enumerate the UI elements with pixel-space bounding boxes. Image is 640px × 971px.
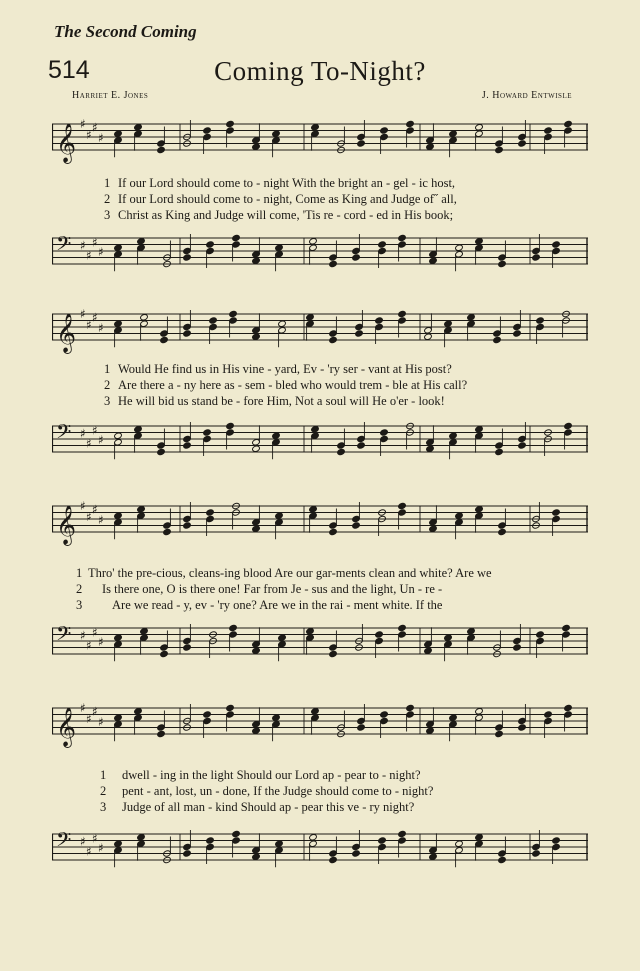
sharp-icon: ♯ [80, 499, 86, 513]
note-head [309, 834, 318, 841]
lyric-text: Are there a - ny here as - sem - bled who would trem - ble at His call? [118, 378, 468, 392]
note-head [337, 448, 346, 455]
note-head [444, 634, 453, 641]
note-head [552, 837, 561, 844]
note-head [444, 320, 453, 327]
note-head [275, 840, 284, 847]
note-head [134, 426, 143, 433]
note-head [309, 506, 318, 513]
note-head [114, 714, 123, 721]
sharp-icon: ♯ [86, 638, 92, 653]
lyric-text: Would He find us in His vine - yard, Ev - 'ry ser - vant at His post? [118, 362, 452, 376]
note-head [544, 711, 553, 718]
note-head [380, 127, 389, 134]
note-head [183, 522, 192, 529]
note-head [209, 317, 218, 324]
verse-number: 3 [100, 800, 107, 814]
treble-clef-icon: 𝄞 [56, 707, 77, 747]
note-head [429, 257, 438, 264]
note-head [378, 241, 387, 248]
sharp-icon: ♯ [98, 513, 104, 527]
note-head [406, 704, 415, 711]
note-head [183, 254, 192, 261]
sharp-icon: ♯ [80, 701, 86, 715]
verse-number: 1 [100, 768, 107, 782]
note-head [352, 850, 361, 857]
note-head [449, 432, 458, 439]
sharp-icon: ♯ [98, 635, 104, 649]
sharp-icon: ♯ [98, 131, 104, 145]
sharp-icon: ♯ [80, 426, 86, 441]
sharp-icon: ♯ [80, 238, 86, 253]
note-head [378, 837, 387, 844]
treble-staff-1 [52, 112, 588, 172]
note-head [424, 647, 433, 654]
sharp-icon: ♯ [92, 120, 98, 135]
music-system-1 [52, 112, 588, 280]
note-head [475, 124, 484, 131]
note-head [475, 708, 484, 715]
note-head [229, 624, 238, 631]
note-head [252, 257, 261, 264]
sharp-icon: ♯ [80, 117, 86, 131]
note-head [398, 310, 407, 317]
hymn-title: Coming To-Night? [214, 56, 426, 86]
sharp-icon: ♯ [98, 433, 104, 447]
note-head [183, 850, 192, 857]
note-head [163, 528, 172, 535]
sharp-icon: ♯ [98, 841, 104, 855]
sharp-icon: ♯ [92, 310, 98, 325]
note-head [518, 442, 527, 449]
note-head [375, 317, 384, 324]
note-head [203, 429, 212, 436]
note-head [398, 830, 407, 837]
note-head [544, 127, 553, 134]
note-head [532, 850, 541, 857]
bass-staff-3 [52, 616, 588, 674]
author-credit: Harriet E. Jones [72, 90, 149, 101]
note-head [157, 730, 166, 737]
note-head [311, 426, 320, 433]
note-head [475, 834, 484, 841]
music-system-3 [52, 494, 588, 666]
note-head [183, 442, 192, 449]
note-head [278, 634, 287, 641]
note-head [272, 432, 281, 439]
verse-number: 3 [104, 208, 111, 222]
treble-clef-icon: 𝄞 [56, 313, 77, 353]
verse-number: 2 [104, 378, 111, 392]
note-head [114, 840, 123, 847]
bass-clef-icon: 𝄢 [56, 420, 72, 448]
sharp-icon: ♯ [92, 502, 98, 517]
note-head [398, 234, 407, 241]
note-head [352, 254, 361, 261]
verse-number: 3 [104, 394, 111, 408]
note-head [398, 502, 407, 509]
note-head [203, 711, 212, 718]
note-head [357, 140, 366, 147]
note-head [475, 238, 484, 245]
note-head [329, 528, 338, 535]
note-head [467, 314, 476, 321]
note-head [429, 525, 438, 532]
verse-number: 2 [100, 784, 107, 798]
note-head [564, 422, 573, 429]
note-head [475, 506, 484, 513]
note-head [272, 714, 281, 721]
note-head [252, 525, 261, 532]
sharp-icon: ♯ [80, 628, 86, 643]
note-head [475, 426, 484, 433]
note-head [275, 512, 284, 519]
note-head [306, 314, 315, 321]
sharp-icon: ♯ [92, 704, 98, 719]
note-head [398, 624, 407, 631]
note-head [226, 120, 235, 127]
note-head [203, 127, 212, 134]
note-head [114, 634, 123, 641]
note-head [160, 336, 169, 343]
hymn-number: 514 [48, 56, 90, 84]
sharp-icon: ♯ [98, 321, 104, 335]
note-head [552, 509, 561, 516]
note-head [357, 442, 366, 449]
sharp-icon: ♯ [92, 423, 98, 438]
note-head [495, 730, 504, 737]
bass-staff-4 [52, 822, 588, 880]
note-head [206, 837, 215, 844]
bass-staff-2 [52, 414, 588, 470]
treble-clef-icon: 𝄞 [56, 505, 77, 545]
lyric-text: He will bid us stand be - fore Him, Not a soul will He o'er - look! [118, 394, 445, 408]
note-head [426, 143, 435, 150]
sharp-icon: ♯ [92, 625, 98, 640]
sharp-icon: ♯ [86, 844, 92, 859]
note-head [564, 120, 573, 127]
note-head [140, 628, 149, 635]
bass-clef-icon: 𝄢 [56, 622, 72, 650]
note-head [498, 260, 507, 267]
sharp-icon: ♯ [86, 436, 92, 451]
note-head [564, 704, 573, 711]
note-head [183, 644, 192, 651]
verse-number: 3 [76, 598, 83, 612]
note-head [134, 124, 143, 131]
note-head [495, 448, 504, 455]
note-head [278, 320, 287, 327]
note-head [562, 624, 571, 631]
note-head [455, 840, 464, 847]
note-head [518, 140, 527, 147]
verse-number: 1 [104, 176, 111, 190]
note-head [426, 445, 435, 452]
note-head [137, 834, 146, 841]
lyric-text: dwell - ing in the light Should our Lord ap - pear to - night? [122, 768, 421, 782]
note-head [309, 238, 318, 245]
note-head [252, 445, 261, 452]
note-head [455, 244, 464, 251]
note-head [137, 238, 146, 245]
composer-credit: J. Howard Entwisle [481, 90, 572, 101]
sharp-icon: ♯ [86, 127, 92, 142]
note-head [114, 320, 123, 327]
note-head [449, 714, 458, 721]
note-head [229, 310, 238, 317]
note-head [134, 708, 143, 715]
note-head [114, 432, 123, 439]
lyric-text: Are we read - y, ev - 'ry one? Are we in the rai - ment white. If the [112, 598, 443, 612]
note-head [183, 330, 192, 337]
note-head [232, 234, 241, 241]
sharp-icon: ♯ [86, 509, 92, 524]
sharp-icon: ♯ [92, 831, 98, 846]
note-head [352, 522, 361, 529]
sharp-icon: ♯ [80, 307, 86, 321]
note-head [493, 336, 502, 343]
note-head [532, 254, 541, 261]
note-head [380, 429, 389, 436]
verse-number: 2 [76, 582, 83, 596]
bass-staff-1 [52, 226, 588, 282]
note-head [552, 241, 561, 248]
bass-clef-icon: 𝄢 [56, 232, 72, 260]
note-head [160, 650, 169, 657]
lyric-text: pent - ant, lost, un - done, If the Judge should come to - night? [122, 784, 434, 798]
note-head [275, 244, 284, 251]
lyric-text: Judge of all man - kind Should ap - pear this ve - ry night? [122, 800, 415, 814]
note-head [329, 650, 338, 657]
note-head [311, 708, 320, 715]
note-head [495, 146, 504, 153]
note-head [498, 856, 507, 863]
note-head [206, 241, 215, 248]
note-head [232, 830, 241, 837]
sharp-icon: ♯ [86, 248, 92, 263]
verse-number: 1 [76, 566, 83, 580]
note-head [157, 448, 166, 455]
lyric-text: If our Lord should come to - night, Come as King and Judge of˝ all, [118, 192, 457, 206]
note-head [114, 130, 123, 137]
sharp-icon: ♯ [98, 715, 104, 729]
note-head [429, 853, 438, 860]
lyric-text: Is there one, O is there one! Far from Je - sus and the light, Un - re - [102, 582, 443, 596]
treble-clef-icon: 𝄞 [56, 123, 77, 163]
note-head [498, 528, 507, 535]
sharp-icon: ♯ [92, 235, 98, 250]
lyric-text: Thro' the pre-cious, cleans-ing blood Are our gar-ments clean and white? Are we [88, 566, 492, 580]
lyric-text: Christ as King and Judge will come, 'Tis re - cord - ed in His book; [118, 208, 454, 222]
music-system-2 [52, 302, 588, 470]
note-head [536, 317, 545, 324]
note-head [226, 422, 235, 429]
note-head [536, 631, 545, 638]
note-head [455, 512, 464, 519]
sharp-icon: ♯ [98, 245, 104, 259]
verse-number: 2 [104, 192, 111, 206]
note-head [406, 120, 415, 127]
note-head [157, 146, 166, 153]
treble-staff-3 [52, 494, 588, 556]
note-head [518, 724, 527, 731]
treble-staff-2 [52, 302, 588, 362]
note-head [137, 506, 146, 513]
note-head [306, 628, 315, 635]
note-head [252, 647, 261, 654]
note-head [467, 628, 476, 635]
note-head [329, 260, 338, 267]
note-head [252, 727, 261, 734]
note-head [513, 330, 522, 337]
lyric-text: If our Lord should come to - night With the bright an - gel - ic host, [118, 176, 456, 190]
note-head [226, 704, 235, 711]
note-head [449, 130, 458, 137]
note-head [252, 853, 261, 860]
note-head [355, 330, 364, 337]
verse-number: 1 [104, 362, 111, 376]
note-head [114, 512, 123, 519]
note-head [252, 333, 261, 340]
section-title: The Second Coming [54, 22, 197, 41]
sharp-icon: ♯ [80, 834, 86, 849]
note-head [140, 314, 149, 321]
sharp-icon: ♯ [86, 317, 92, 332]
sharp-icon: ♯ [86, 711, 92, 726]
note-head [311, 124, 320, 131]
note-head [114, 244, 123, 251]
note-head [380, 711, 389, 718]
note-head [206, 509, 215, 516]
note-head [375, 631, 384, 638]
note-head [329, 856, 338, 863]
treble-staff-4 [52, 696, 588, 758]
note-head [513, 644, 522, 651]
bass-clef-icon: 𝄢 [56, 828, 72, 856]
note-head [252, 143, 261, 150]
note-head [424, 333, 433, 340]
note-head [426, 727, 435, 734]
music-system-4 [52, 696, 588, 876]
note-head [357, 724, 366, 731]
note-head [272, 130, 281, 137]
note-head [329, 336, 338, 343]
